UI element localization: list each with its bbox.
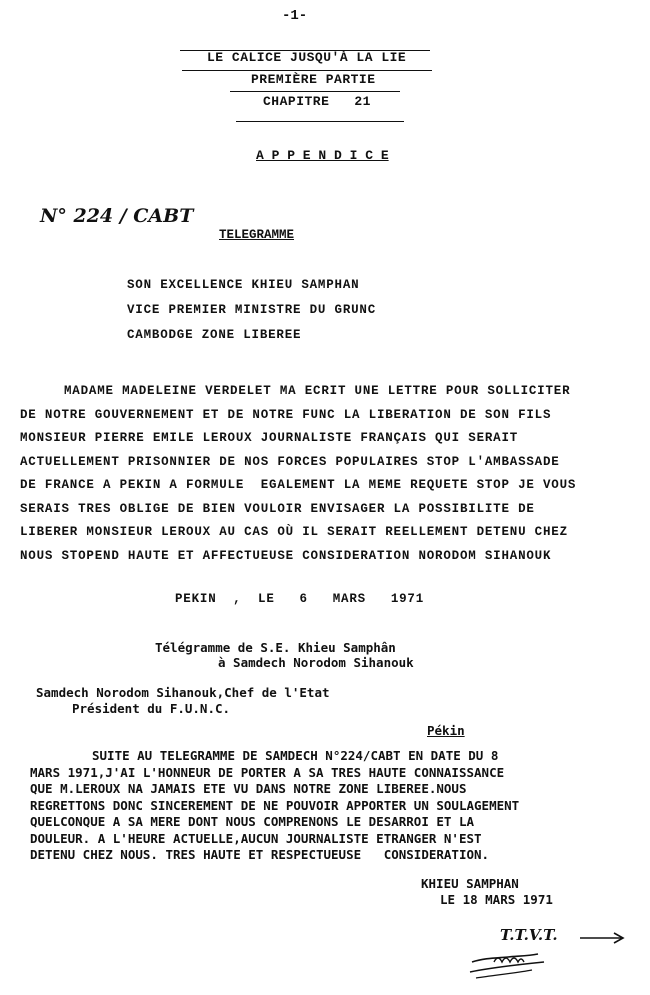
- reply-body-line: DETENU CHEZ NOUS. TRES HAUTE ET RESPECTUEUSE CONSIDERATION.: [30, 847, 490, 862]
- reply-body-line: QUELCONQUE A SA MERE DONT NOUS COMPRENONS LE DESARROI ET LA: [30, 814, 475, 829]
- reply-location: Pékin: [427, 723, 465, 738]
- reply-body-line: QUE M.LEROUX NA JAMAIS ETE VU DANS NOTRE ZONE LIBEREE.NOUS: [30, 781, 467, 796]
- body-line: MADAME MADELEINE VERDELET MA ECRIT UNE LETTRE POUR SOLLICITER: [64, 384, 571, 398]
- body-line: DE FRANCE A PEKIN A FORMULE EGALEMENT LA MEME REQUETE STOP JE VOUS: [20, 478, 577, 492]
- header-line-part: [230, 91, 400, 92]
- appendix-label: A P P E N D I C E: [256, 148, 389, 163]
- reply-body-line: DOULEUR. A L'HEURE ACTUELLE,AUCUN JOURNALISTE ETRANGER N'EST: [30, 830, 482, 846]
- reply-signer: KHIEU SAMPHAN: [421, 876, 519, 891]
- reply-body-line: MARS 1971,J'AI L'HONNEUR DE PORTER A SA TRES HAUTE CONNAISSANCE: [30, 764, 505, 780]
- reply-body-line: SUITE AU TELEGRAMME DE SAMDECH N°224/CABT EN DATE DU 8: [92, 748, 499, 763]
- reply-caption-line1: Télégramme de S.E. Khieu Samphân: [155, 640, 396, 655]
- telegram-body: [20, 384, 645, 572]
- signature-mark: [466, 948, 556, 982]
- reply-recipient-line2: Président du F.U.N.C.: [72, 701, 231, 716]
- header-line-title: [182, 70, 432, 71]
- addressee-line: SON EXCELLENCE KHIEU SAMPHAN: [127, 278, 360, 292]
- chapter-title: CHAPITRE 21: [263, 94, 371, 109]
- telegram-place-date: PEKIN , LE 6 MARS 1971: [175, 592, 425, 606]
- body-line: NOUS STOPEND HAUTE ET AFFECTUEUSE CONSIDERATION NORODOM SIHANOUK: [20, 548, 552, 563]
- body-line: SERAIS TRES OBLIGE DE BIEN VOULOIR ENVISAGER LA POSSIBILITE DE: [20, 501, 535, 516]
- telegram-addressee: [127, 278, 376, 353]
- reply-caption-line2: à Samdech Norodom Sihanouk: [218, 655, 414, 670]
- addressee-line: CAMBODGE ZONE LIBEREE: [127, 328, 302, 342]
- addressee-line: VICE PREMIER MINISTRE DU GRUNC: [127, 303, 377, 317]
- reply-body-line: REGRETTONS DONC SINCEREMENT DE NE POUVOIR APPORTER UN SOULAGEMENT: [30, 797, 520, 813]
- page-number: -1-: [282, 8, 308, 24]
- body-line: LIBERER MONSIEUR LEROUX AU CAS OÙ IL SERAIT REELLEMENT DETENU CHEZ: [20, 525, 568, 539]
- arrow-icon: [578, 930, 628, 946]
- header-line-chapter: [236, 121, 404, 122]
- handwritten-reference: N° 224 / CABT: [40, 205, 194, 227]
- part-title: PREMIÈRE PARTIE: [251, 72, 376, 87]
- body-line: ACTUELLEMENT PRISONNIER DE NOS FORCES POPULAIRES STOP L'AMBASSADE: [20, 454, 560, 469]
- reply-body: [30, 748, 645, 864]
- book-title: LE CALICE JUSQU'À LA LIE: [207, 50, 407, 65]
- handwritten-initials: T.T.V.T.: [500, 926, 558, 944]
- reply-recipient-line1: Samdech Norodom Sihanouk,Chef de l'Etat: [36, 685, 330, 700]
- body-line: DE NOTRE GOUVERNEMENT ET DE NOTRE FUNC LA LIBERATION DE SON FILS: [20, 407, 552, 422]
- telegram-heading: TELEGRAMME: [219, 228, 295, 242]
- reply-date: LE 18 MARS 1971: [440, 892, 553, 907]
- body-line: MONSIEUR PIERRE EMILE LEROUX JOURNALISTE FRANÇAIS QUI SERAIT: [20, 431, 519, 445]
